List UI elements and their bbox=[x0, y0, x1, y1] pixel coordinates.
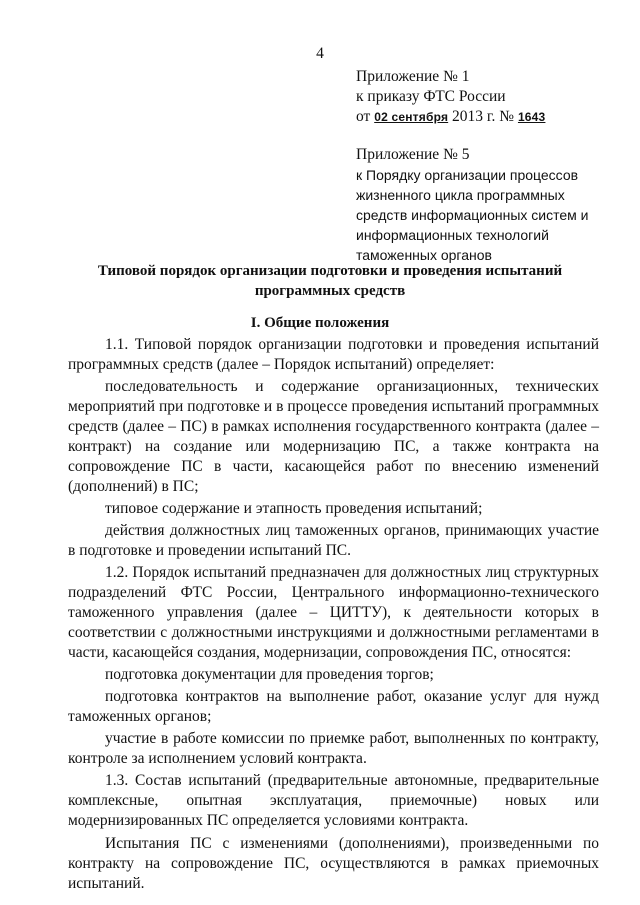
appendix-1-date-line bbox=[356, 107, 616, 127]
appendix-5-line: жизненного цикла программных bbox=[356, 187, 565, 203]
order-year: 2013 г. bbox=[452, 108, 496, 125]
appendix-5-line: информационных технологий bbox=[356, 227, 549, 243]
document-body bbox=[68, 335, 599, 896]
paragraph-maintenance-tests: Испытания ПС с изменениями (дополнениями), произведенными по контракту на сопровождение ПС, осуществляются в рамках приемочных испытаний. bbox=[68, 835, 599, 892]
order-number: 1643 bbox=[517, 110, 546, 124]
paragraph-tender-docs: подготовка документации для проведения торгов; bbox=[105, 666, 434, 683]
paragraph-officials-actions: действия должностных лиц таможенных органов, принимающих участие в подготовке и проведении испытаний ПС. bbox=[68, 522, 599, 559]
appendix-1-block bbox=[356, 67, 616, 127]
paragraph-commission: участие в работе комиссии по приемке работ, выполненных по контракту, контроле за исполнением условий контракта. bbox=[68, 730, 599, 767]
document-title-line-1: Типовой порядок организации подготовки и проведения испытаний bbox=[97, 263, 563, 279]
appendix-5-line: таможенных органов bbox=[356, 247, 492, 263]
appendix-5-title: Приложение № 5 bbox=[356, 146, 470, 163]
appendix-1-order-ref: к приказу ФТС России bbox=[356, 88, 506, 105]
appendix-5-line: к Порядку организации процессов bbox=[356, 167, 579, 183]
appendix-1-title: Приложение № 1 bbox=[356, 68, 470, 85]
appendix-5-block bbox=[356, 145, 616, 265]
document-title bbox=[60, 261, 600, 301]
paragraph-sequence: последовательность и содержание организационных, технических мероприятий при подготовке и в процессе проведения испытаний программных средств (далее – ПС) в рамках исполнения государственного контракта (далее – контракт) на создание или модернизацию ПС, а также контракта на сопровождение ПС в части, касающейся работ по внесению изменений (дополнений) в ПС; bbox=[68, 378, 599, 495]
document-title-line-2: программных средств bbox=[254, 283, 406, 299]
section-heading: I. Общие положения bbox=[250, 315, 390, 331]
paragraph-1-3: 1.3. Состав испытаний (предварительные автономные, предварительные комплексные, опытная эксплуатация, приемочные) новых или модернизированных ПС определяется условиями контракта. bbox=[68, 772, 599, 829]
date-prefix: от bbox=[356, 108, 371, 125]
paragraph-1-1: 1.1. Типовой порядок организации подготовки и проведения испытаний программных средств (далее – Порядок испытаний) определяет: bbox=[68, 336, 599, 373]
paragraph-typical-content: типовое содержание и этапность проведения испытаний; bbox=[105, 500, 483, 517]
number-prefix: № bbox=[499, 108, 515, 125]
appendix-5-line: средств информационных систем и bbox=[356, 207, 589, 223]
paragraph-contracts: подготовка контрактов на выполнение работ, оказание услуг для нужд таможенных органов; bbox=[68, 688, 599, 725]
page-number: 4 bbox=[316, 45, 324, 62]
order-date: 02 сентября bbox=[374, 110, 449, 124]
paragraph-1-2: 1.2. Порядок испытаний предназначен для должностных лиц структурных подразделений ФТС России, Центрального информационно-технического таможенного управления (далее – ЦИТТУ), к деятельности которых в соответствии с должностными инструкциями и должностными регламентами в части, касающейся создания, модернизации, сопровождения ПС, относятся: bbox=[68, 564, 599, 661]
